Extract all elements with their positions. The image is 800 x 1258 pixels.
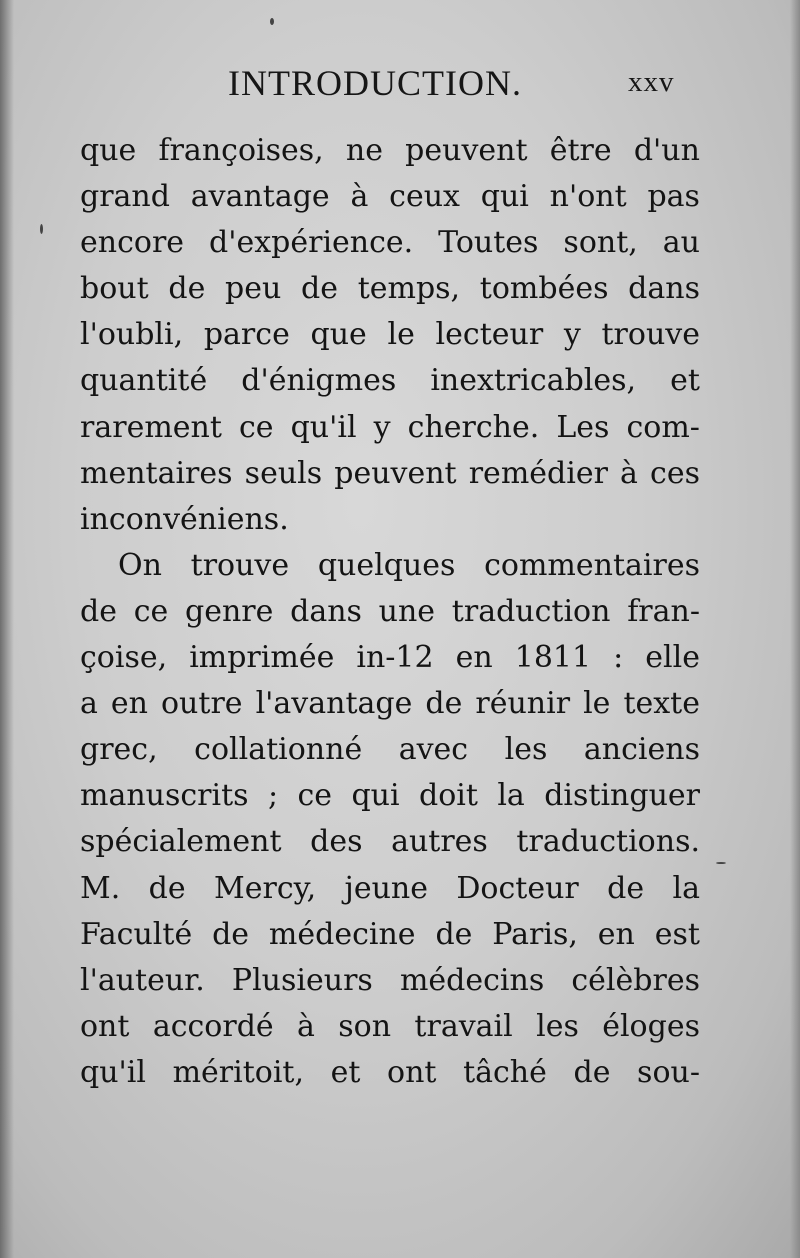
word: y [563, 317, 581, 353]
word: ce [238, 409, 274, 445]
word: quantité [80, 363, 208, 399]
page-number: xxv [628, 66, 675, 98]
word: une [378, 593, 436, 629]
word: peu [225, 271, 282, 307]
word: y [373, 409, 391, 445]
word: de [301, 271, 338, 307]
word: éloges [602, 1008, 700, 1044]
word: les [504, 732, 548, 768]
word: texte [623, 686, 700, 722]
word: trouve [601, 317, 700, 353]
text-line [80, 866, 700, 912]
word: l'avantage [255, 686, 413, 722]
word: distinguer [544, 778, 700, 814]
ink-speck [716, 862, 726, 864]
running-head: INTRODUCTION. [228, 63, 522, 103]
page-edge-shadow [790, 0, 800, 1258]
word: ; [267, 778, 279, 814]
word: avec [398, 732, 469, 768]
word: rarement [80, 409, 222, 445]
word: Mercy, [214, 870, 317, 906]
word: de [148, 870, 186, 906]
word: quelques [317, 547, 456, 583]
text-line [80, 1050, 700, 1096]
page-gutter-shadow [0, 0, 14, 1258]
word: Les [556, 409, 610, 445]
word: être [549, 133, 612, 168]
word: in-12 [356, 640, 434, 676]
word: çoise, [80, 640, 168, 676]
word: cherche. [407, 409, 540, 445]
word: On [118, 547, 162, 583]
word: méritoit, [172, 1054, 305, 1090]
word: seuls [244, 455, 323, 491]
word: dans [628, 271, 700, 307]
word: en [455, 640, 493, 676]
word: en [110, 686, 148, 722]
word: peuvent [334, 455, 457, 491]
word: qui [480, 179, 529, 215]
word: de [607, 870, 645, 906]
word: l'auteur. [80, 962, 205, 998]
text-line [80, 912, 700, 958]
word: au [662, 225, 700, 261]
word: d'un [633, 133, 700, 168]
word: de [212, 916, 250, 952]
word: accordé [152, 1008, 274, 1044]
word: Docteur [456, 870, 579, 906]
word: réunir [475, 686, 571, 722]
word: 1811 [514, 640, 592, 676]
word: collationné [194, 732, 363, 768]
word: n'ont [549, 179, 627, 215]
word: médecins [399, 962, 545, 998]
word: de [425, 686, 463, 722]
word: d'expérience. [209, 225, 414, 261]
word: son [338, 1008, 392, 1044]
word: elle [645, 640, 700, 676]
word: bout [80, 271, 149, 307]
text-line [80, 589, 700, 635]
word: médecine [268, 916, 416, 952]
word: que [310, 317, 367, 353]
word: célèbres [571, 962, 700, 998]
word: M. [80, 870, 121, 906]
word: sou- [637, 1054, 700, 1090]
word: ceux [389, 179, 460, 215]
word: françoises, [158, 133, 324, 168]
page-header [0, 62, 800, 106]
text-line [80, 819, 700, 865]
text-line [80, 635, 700, 681]
word: tombées [479, 271, 609, 307]
word: tâché [463, 1054, 547, 1090]
text-line [80, 1004, 700, 1050]
word: sont, [563, 225, 638, 261]
word: ce [297, 778, 333, 814]
text-line [80, 681, 700, 727]
word: est [654, 916, 700, 952]
word: peuvent [405, 133, 528, 168]
word: inconvéniens. [80, 501, 289, 537]
word: des [310, 824, 363, 860]
word: Faculté [80, 916, 193, 952]
word: commentaires [484, 547, 700, 583]
word: a [80, 686, 98, 722]
word: le [387, 317, 415, 353]
word: parce [203, 317, 290, 353]
word: et [670, 363, 700, 399]
paragraph-first-line [80, 543, 700, 589]
word: anciens [583, 732, 700, 768]
word: Paris, [492, 916, 578, 952]
word: de [80, 593, 117, 629]
word: la [497, 778, 525, 814]
word: outre [161, 686, 243, 722]
word: trouve [190, 547, 290, 583]
word: la [672, 870, 700, 906]
word: lecteur [435, 317, 544, 353]
word: spécialement [80, 824, 282, 860]
word: traductions. [516, 824, 700, 860]
text-line [80, 358, 700, 404]
word: imprimée [189, 640, 335, 676]
text-line [80, 405, 700, 451]
text-line [80, 312, 700, 358]
word: : [613, 640, 624, 676]
word: remédier [468, 455, 608, 491]
text-line [80, 958, 700, 1004]
word: dans [290, 593, 362, 629]
word: de [168, 271, 206, 307]
text-line [80, 266, 700, 312]
text-line [80, 174, 700, 220]
word: à [297, 1008, 315, 1044]
word: ce [133, 593, 169, 629]
word: ces [650, 455, 700, 491]
text-line [80, 451, 700, 497]
word: d'énigmes [241, 363, 397, 399]
word: traduction [451, 593, 611, 629]
word: qu'il [80, 1054, 146, 1090]
word: grec, [80, 732, 158, 768]
text-line [80, 128, 700, 174]
word: jeune [344, 870, 428, 906]
word: mentaires [80, 455, 233, 491]
word: en [597, 916, 635, 952]
body-text [80, 128, 700, 1096]
word: ont [80, 1008, 130, 1044]
word: Toutes [438, 225, 539, 261]
word: à [350, 179, 369, 215]
word: temps, [357, 271, 461, 307]
word: com- [626, 409, 700, 445]
word: doit [418, 778, 478, 814]
ink-speck [270, 18, 274, 25]
word: l'oubli, [80, 317, 184, 353]
word: autres [391, 824, 488, 860]
word: de [435, 916, 473, 952]
word: qu'il [290, 409, 357, 445]
word: inextricables, [430, 363, 637, 399]
text-line [80, 773, 700, 819]
word: encore [80, 225, 185, 261]
word: ne [345, 133, 383, 168]
word: genre [185, 593, 274, 629]
word: avantage [190, 179, 330, 215]
word: qui [351, 778, 400, 814]
word: ont [387, 1054, 437, 1090]
text-line [80, 727, 700, 773]
ink-speck [40, 224, 43, 234]
text-line [80, 497, 700, 543]
word: et [330, 1054, 361, 1090]
word: manuscrits [80, 778, 249, 814]
word: le [583, 686, 611, 722]
word: grand [80, 179, 170, 215]
word: que [80, 133, 137, 168]
word: de [573, 1054, 611, 1090]
word: pas [647, 179, 700, 215]
word: les [536, 1008, 579, 1044]
word: à [620, 455, 638, 491]
word: fran- [627, 593, 700, 629]
word: travail [414, 1008, 513, 1044]
text-line [80, 220, 700, 266]
word: Plusieurs [231, 962, 373, 998]
